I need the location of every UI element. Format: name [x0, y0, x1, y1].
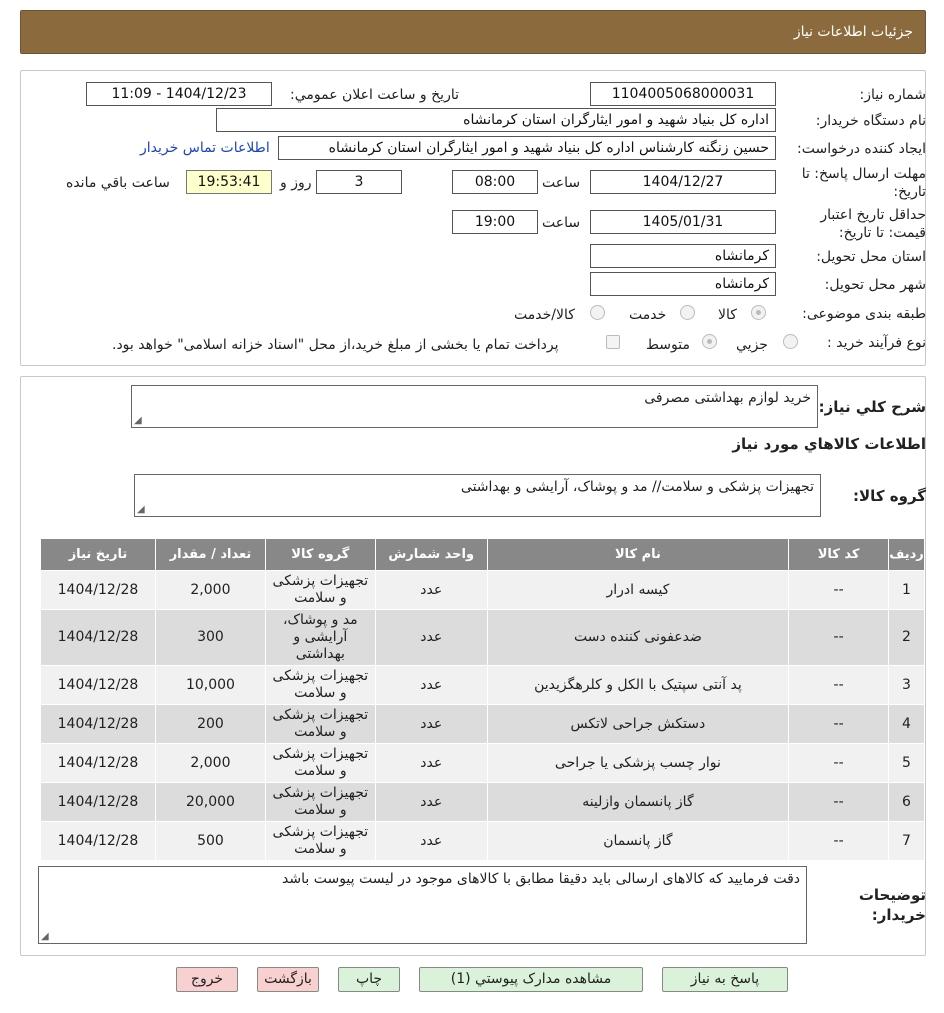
cell-quantity: 10,000: [156, 666, 266, 705]
items-table: [40, 538, 925, 861]
table-row: [41, 571, 925, 610]
cell-need-date: 1404/12/28: [41, 571, 156, 610]
cell-item-name: دستکش جراحی لاتکس: [487, 705, 789, 744]
days-and-label: روز و: [280, 175, 312, 191]
cell-item-group: تجهیزات پزشکی و سلامت: [265, 571, 375, 610]
validity-label: حداقل تاريخ اعتبار قيمت: تا تاريخ:: [820, 207, 926, 241]
cell-item-name: پد آنتی سپتیک با الکل و کلرهگزیدین: [487, 666, 789, 705]
exit-button[interactable]: خروج: [176, 967, 238, 992]
goods-info-title: اطلاعات کالاهاي مورد نياز: [732, 435, 926, 453]
table-row: [41, 783, 925, 822]
validity-time-label: ساعت: [542, 215, 581, 231]
purchase-option-minor: جزيي: [736, 337, 768, 353]
table-row: [41, 744, 925, 783]
city-field: کرمانشاه: [590, 272, 776, 296]
cell-item-code: --: [789, 783, 889, 822]
cell-need-date: 1404/12/28: [41, 666, 156, 705]
category-label: طبقه بندی موضوعی:: [802, 306, 926, 322]
city-label: شهر محل تحويل:: [824, 277, 926, 293]
need-number-field: 1104005068000031: [590, 82, 776, 106]
province-label: استان محل تحويل:: [816, 249, 926, 265]
cell-item-name: گاز پانسمان وازلینه: [487, 783, 789, 822]
reply-time-label: ساعت: [542, 175, 581, 191]
general-desc-textarea[interactable]: [131, 385, 818, 428]
cell-item-code: --: [789, 571, 889, 610]
validity-time-field: 19:00: [452, 210, 538, 234]
cell-unit: عدد: [375, 610, 487, 666]
items-table-body: [41, 571, 925, 861]
province-field: کرمانشاه: [590, 244, 776, 268]
cell-row-number: 3: [889, 666, 925, 705]
cell-quantity: 2,000: [156, 571, 266, 610]
treasury-checkbox[interactable]: [606, 335, 620, 349]
cell-item-group: تجهیزات پزشکی و سلامت: [265, 783, 375, 822]
cell-row-number: 1: [889, 571, 925, 610]
category-radio-goods[interactable]: [751, 305, 766, 320]
category-option-service: خدمت: [629, 307, 667, 323]
reply-button[interactable]: پاسخ به نياز: [662, 967, 788, 992]
need-number-label: شماره نياز:: [859, 87, 926, 103]
col-need-date: تاريخ نياز: [41, 539, 156, 571]
table-row: [41, 610, 925, 666]
back-button[interactable]: بازگشت: [257, 967, 319, 992]
cell-need-date: 1404/12/28: [41, 610, 156, 666]
cell-unit: عدد: [375, 705, 487, 744]
cell-quantity: 20,000: [156, 783, 266, 822]
col-unit: واحد شمارش: [375, 539, 487, 571]
resize-grip-icon[interactable]: ◢: [137, 504, 145, 515]
cell-row-number: 5: [889, 744, 925, 783]
purchase-option-medium: متوسط: [646, 337, 690, 353]
print-button[interactable]: چاپ: [338, 967, 400, 992]
buyer-notes-label: توضيحات خريدار:: [858, 886, 926, 924]
cell-quantity: 500: [156, 822, 266, 861]
buyer-org-field: اداره کل بنیاد شهید و امور ایثارگران استان کرمانشاه: [216, 108, 776, 132]
remaining-time-field: 19:53:41: [186, 170, 272, 194]
cell-item-group: تجهیزات پزشکی و سلامت: [265, 822, 375, 861]
cell-quantity: 2,000: [156, 744, 266, 783]
cell-unit: عدد: [375, 571, 487, 610]
buyer-notes-textarea[interactable]: [38, 866, 807, 944]
buyer-org-label: نام دستگاه خريدار:: [815, 113, 926, 129]
announce-label: تاريخ و ساعت اعلان عمومي:: [290, 87, 459, 103]
page-header: [20, 10, 926, 54]
reply-deadline-label: مهلت ارسال پاسخ: تا تاريخ:: [801, 166, 926, 200]
purchase-radio-minor[interactable]: [783, 334, 798, 349]
cell-quantity: 300: [156, 610, 266, 666]
cell-item-code: --: [789, 666, 889, 705]
cell-quantity: 200: [156, 705, 266, 744]
general-desc-label: شرح کلي نياز:: [818, 398, 926, 416]
page-title: جزئيات اطلاعات نياز: [793, 24, 913, 40]
purchase-type-label: نوع فرآيند خريد :: [827, 335, 926, 351]
creator-label: ايجاد کننده درخواست:: [797, 141, 926, 157]
cell-unit: عدد: [375, 783, 487, 822]
validity-date-field: 1405/01/31: [590, 210, 776, 234]
col-quantity: تعداد / مقدار: [156, 539, 266, 571]
cell-item-name: کیسه ادرار: [487, 571, 789, 610]
payment-note: پرداخت تمام يا بخشی از مبلغ خريد،از محل "اسناد خزانه اسلامی" خواهد بود.: [112, 337, 559, 353]
purchase-radio-medium[interactable]: [702, 334, 717, 349]
cell-row-number: 4: [889, 705, 925, 744]
category-option-goods: کالا: [718, 307, 737, 323]
cell-item-group: تجهیزات پزشکی و سلامت: [265, 666, 375, 705]
reply-date-field: 1404/12/27: [590, 170, 776, 194]
cell-item-name: گاز پانسمان: [487, 822, 789, 861]
col-item-code: کد کالا: [789, 539, 889, 571]
creator-field: حسین زنگنه کارشناس اداره کل بنیاد شهید و امور ایثارگران استان کرمانشاه: [278, 136, 776, 160]
col-item-group: گروه کالا: [265, 539, 375, 571]
cell-unit: عدد: [375, 822, 487, 861]
days-field: 3: [316, 170, 402, 194]
goods-group-textarea[interactable]: [134, 474, 821, 517]
cell-unit: عدد: [375, 666, 487, 705]
table-row: [41, 666, 925, 705]
cell-item-group: تجهیزات پزشکی و سلامت: [265, 744, 375, 783]
col-item-name: نام کالا: [487, 539, 789, 571]
items-table-header: [41, 539, 925, 571]
remaining-label: ساعت باقي مانده: [66, 175, 170, 191]
cell-item-code: --: [789, 822, 889, 861]
category-option-both: کالا/خدمت: [514, 307, 575, 323]
resize-grip-icon[interactable]: ◢: [134, 415, 142, 426]
general-desc-text: خرید لوازم بهداشتی مصرفی: [644, 390, 811, 406]
goods-group-label: گروه کالا:: [853, 487, 926, 505]
announce-datetime-field: 1404/12/23 - 11:09: [86, 82, 272, 106]
cell-item-name: ضدعفونی کننده دست: [487, 610, 789, 666]
cell-need-date: 1404/12/28: [41, 783, 156, 822]
view-attachments-button[interactable]: مشاهده مدارک پيوستي (1): [419, 967, 643, 992]
table-row: [41, 705, 925, 744]
cell-item-name: نوار چسب پزشکی یا جراحی: [487, 744, 789, 783]
cell-need-date: 1404/12/28: [41, 705, 156, 744]
cell-item-group: مد و پوشاک، آرایشی و بهداشتی: [265, 610, 375, 666]
cell-row-number: 6: [889, 783, 925, 822]
cell-item-code: --: [789, 610, 889, 666]
reply-time-field: 08:00: [452, 170, 538, 194]
buyer-notes-text: دقت فرمایید که کالاهای ارسالی باید دقیقا مطابق با کالاهای موجود در لیست پیوست باشد: [282, 871, 800, 887]
resize-grip-icon[interactable]: ◢: [41, 931, 49, 942]
cell-row-number: 2: [889, 610, 925, 666]
buyer-contact-link[interactable]: اطلاعات تماس خريدار: [140, 140, 270, 156]
cell-item-code: --: [789, 705, 889, 744]
goods-group-text: تجهیزات پزشکی و سلامت// مد و پوشاک، آرایشی و بهداشتی: [460, 479, 814, 495]
table-row: [41, 822, 925, 861]
cell-unit: عدد: [375, 744, 487, 783]
category-radio-both[interactable]: [590, 305, 605, 320]
col-row-number: رديف: [889, 539, 925, 571]
category-radio-service[interactable]: [680, 305, 695, 320]
cell-need-date: 1404/12/28: [41, 822, 156, 861]
cell-item-code: --: [789, 744, 889, 783]
cell-need-date: 1404/12/28: [41, 744, 156, 783]
cell-row-number: 7: [889, 822, 925, 861]
cell-item-group: تجهیزات پزشکی و سلامت: [265, 705, 375, 744]
